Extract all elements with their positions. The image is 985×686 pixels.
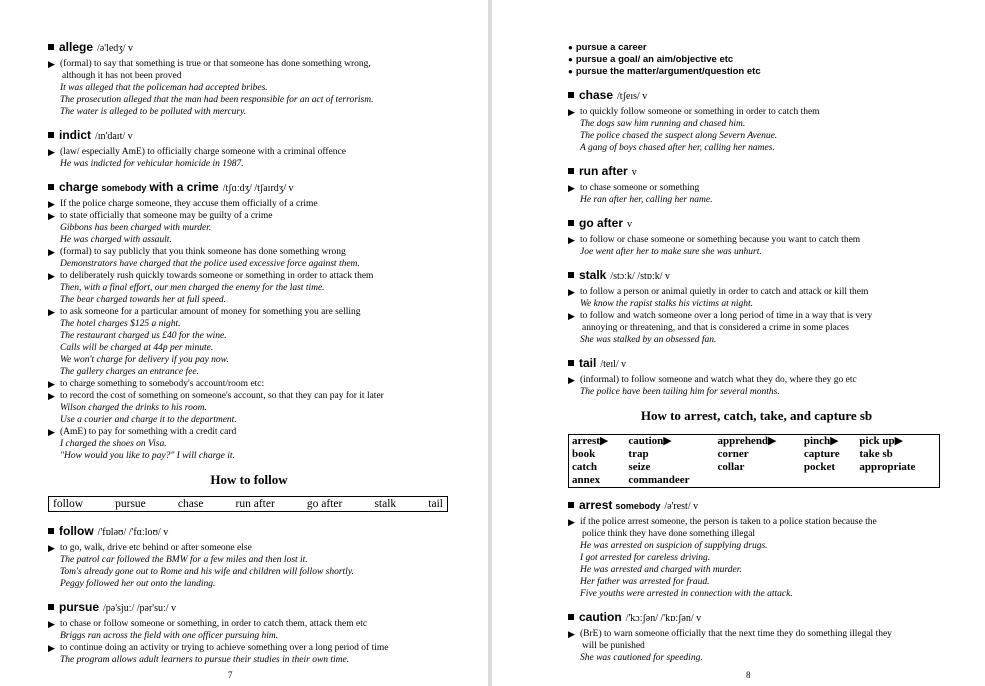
headword: chase <box>579 88 614 102</box>
definition-line: (law/ especially AmE) to officially charge someone with a criminal offence <box>60 147 346 157</box>
headword-line <box>48 600 450 616</box>
definition <box>568 310 945 334</box>
arrow-right-icon: ▶ <box>48 271 55 281</box>
example-sentence: Wilson charged the drinks to his room. <box>60 403 207 413</box>
table-cell: capture <box>803 448 840 460</box>
entry-follow <box>48 524 450 590</box>
definition <box>568 234 945 246</box>
pronunciation: v <box>627 219 633 230</box>
table-cell: catch <box>572 461 598 473</box>
table-cell <box>715 474 801 488</box>
table-row <box>569 474 940 488</box>
entry-list <box>48 524 450 666</box>
definition <box>48 618 450 630</box>
example-sentence: Five youths were arrested in connection with the attack. <box>580 589 793 599</box>
arrow-right-icon: ▶ <box>48 147 55 157</box>
bullet-square-icon <box>48 132 54 138</box>
bullet-dot-icon: ● <box>568 43 573 52</box>
definition <box>48 210 450 222</box>
bullet-dot-icon: ● <box>568 67 573 76</box>
pronunciation: v <box>631 167 637 178</box>
entry-charge <box>48 180 450 462</box>
arrow-right-icon: ▶ <box>48 619 55 629</box>
definition-line: to chase or follow someone or something, in order to catch them, attack them etc <box>60 619 368 629</box>
collocation-item <box>568 54 945 66</box>
entry-list <box>568 498 945 664</box>
headword: caution <box>579 610 622 624</box>
table-cell: corner <box>717 448 749 460</box>
example-sentence: Use a courier and charge it to the department. <box>60 415 237 425</box>
arrow-right-icon: ▶ <box>48 307 55 317</box>
example-sentence: Briggs ran across the field with one officer pursuing him. <box>60 631 279 641</box>
pronunciation: /tʃeɪs/ v <box>617 91 648 102</box>
headword-line <box>48 180 450 196</box>
definition-line: annoying or threatening, and that is considered a crime in some places <box>582 323 849 333</box>
example-sentence: Her father was arrested for fraud. <box>580 577 710 587</box>
pronunciation: /teɪl/ v <box>600 359 627 370</box>
collocation-text: pursue the matter/argument/question etc <box>575 66 761 77</box>
follow-word: follow <box>53 498 84 510</box>
example-sentence: The gallery charges an entrance fee. <box>60 367 199 377</box>
definition-line: to record the cost of something on someone's account, so that they can pay for it later <box>60 391 384 401</box>
example-sentence: He was arrested and charged with murder. <box>580 565 742 575</box>
definition-line: to charge something to somebody's account/room etc: <box>60 379 265 389</box>
example-sentence: The bear charged towards her at full speed. <box>60 295 227 305</box>
headword-line <box>48 128 450 144</box>
page-number: 7 <box>228 670 233 680</box>
arrow-right-icon: ▶ <box>568 629 575 639</box>
follow-word: pursue <box>115 498 146 510</box>
page-number: 8 <box>746 670 751 680</box>
table-row <box>569 435 940 449</box>
bullet-square-icon <box>48 528 54 534</box>
headword-line <box>48 524 450 540</box>
table-row <box>569 461 940 474</box>
pronunciation: /ə'ledʒ/ v <box>97 43 133 54</box>
bullet-dot-icon: ● <box>568 55 573 64</box>
table-cell: commandeer <box>628 474 690 486</box>
definition <box>568 182 945 194</box>
table-cell: pinch▶ <box>803 435 839 447</box>
headword: run after <box>579 164 628 178</box>
headword: pursue <box>59 600 100 614</box>
table-row <box>569 448 940 461</box>
arrow-right-icon: ▶ <box>48 59 55 69</box>
follow-words-box <box>48 496 448 512</box>
example-sentence: A gang of boys chased after her, calling her names. <box>580 143 775 153</box>
definition-line: (informal) to follow someone and watch what they do, where they go etc <box>580 375 857 385</box>
definition-line: (BrE) to warn someone officially that the next time they do something illegal they <box>580 629 892 639</box>
definition-line: to continue doing an activity or trying to achieve something over a long period of time <box>60 643 389 653</box>
right-page <box>492 0 985 686</box>
arrow-right-icon: ▶ <box>48 391 55 401</box>
example-sentence: Joe went after her to make sure she was unhurt. <box>580 247 762 257</box>
pronunciation: /stɔːk/ /stɒːk/ v <box>610 271 671 282</box>
headword-line <box>568 88 945 104</box>
headword: charge <box>59 180 99 194</box>
table-cell: caution▶ <box>628 435 672 447</box>
definition-line: to follow or chase someone or something because you want to catch them <box>580 235 861 245</box>
example-sentence: Peggy followed her out onto the landing. <box>60 579 216 589</box>
definition-line: to follow and watch someone over a long period of time in a way that is very <box>580 311 873 321</box>
example-sentence: He ran after her, calling her name. <box>580 195 713 205</box>
headword-line <box>568 610 945 626</box>
entry-stalk <box>568 268 945 346</box>
definition <box>48 198 450 210</box>
section-title-arrest: How to arrest, catch, take, and capture sb <box>640 408 873 423</box>
table-cell: annex <box>572 474 601 486</box>
example-sentence: He was charged with assault. <box>60 235 172 245</box>
headword-line <box>568 498 945 514</box>
headword-line <box>568 268 945 284</box>
bullet-square-icon <box>568 220 574 226</box>
headword: indict <box>59 128 91 142</box>
example-sentence: I charged the shoes on Visa. <box>60 439 167 449</box>
pronunciation: /'fɒləʊ/ /'fɑːloʊ/ v <box>97 527 169 538</box>
definition <box>48 306 450 318</box>
follow-word: chase <box>177 498 204 510</box>
bullet-square-icon <box>568 272 574 278</box>
bullet-square-icon <box>568 614 574 620</box>
pronunciation: /ə'rest/ v <box>664 501 699 512</box>
arrow-right-icon: ▶ <box>568 517 575 527</box>
example-sentence: The police chased the suspect along Severn Avenue. <box>580 131 778 141</box>
entry-pursue <box>48 600 450 666</box>
headword-line <box>48 40 450 56</box>
arrest-words-table <box>568 434 940 488</box>
definition <box>48 58 450 82</box>
example-sentence: The police have been tailing him for several months. <box>580 387 780 397</box>
definition <box>568 516 945 540</box>
definition-line: If the police charge someone, they accuse them officially of a crime <box>60 199 318 209</box>
entry-tail <box>568 356 945 398</box>
arrow-right-icon: ▶ <box>48 543 55 553</box>
table-cell: arrest▶ <box>572 435 609 447</box>
arrow-right-icon: ▶ <box>568 183 575 193</box>
definition-line: to follow a person or animal quietly in order to catch and attack or kill them <box>580 287 869 297</box>
follow-word: go after <box>306 498 343 510</box>
example-sentence: Then, with a final effort, our men charged the enemy for the last time. <box>60 283 325 293</box>
bullet-square-icon <box>568 168 574 174</box>
entry-arrest <box>568 498 945 600</box>
collocation-item <box>568 66 945 78</box>
collocation-text: pursue a goal/ an aim/objective etc <box>575 54 734 65</box>
arrow-right-icon: ▶ <box>48 199 55 209</box>
entry-allege <box>48 40 450 118</box>
example-sentence: I got arrested for careless driving. <box>580 553 711 563</box>
bullet-square-icon <box>48 44 54 50</box>
bullet-square-icon <box>568 92 574 98</box>
arrow-right-icon: ▶ <box>568 375 575 385</box>
example-sentence: Calls will be charged at 44p per minute. <box>60 343 214 353</box>
headword: go after <box>579 216 624 230</box>
example-sentence: We won't charge for delivery if you pay now. <box>60 355 229 365</box>
entry-indict <box>48 128 450 170</box>
arrow-right-icon: ▶ <box>568 311 575 321</box>
bullet-square-icon <box>568 360 574 366</box>
table-cell: take sb <box>859 448 893 460</box>
collocation-list <box>568 42 945 78</box>
entry-list <box>48 40 450 462</box>
definition <box>48 146 450 158</box>
arrow-right-icon: ▶ <box>568 235 575 245</box>
entry-chase <box>568 88 945 154</box>
definition-line: to ask someone for a particular amount of money for something you are selling <box>60 307 361 317</box>
collocation-item <box>568 42 945 54</box>
definition-line: (formal) to say that something is true or that someone has done something wrong, <box>60 59 371 69</box>
example-sentence: We know the rapist stalks his victims at night. <box>580 299 754 309</box>
definition-line: to state officially that someone may be guilty of a crime <box>60 211 273 221</box>
follow-word: stalk <box>374 498 397 510</box>
table-cell: collar <box>717 461 745 473</box>
follow-word: run after <box>235 498 275 510</box>
definition-line: police think they have done something illegal <box>582 529 756 539</box>
table-cell: book <box>572 448 596 460</box>
headword-object: somebody <box>101 183 147 193</box>
table-cell: seize <box>628 461 651 473</box>
headword: follow <box>59 524 94 538</box>
definition-line: (AmE) to pay for something with a credit card <box>60 427 237 437</box>
definition <box>48 246 450 258</box>
entry-list <box>568 88 945 398</box>
pronunciation: /'kɔːʃən/ /'kɒːʃən/ v <box>625 613 702 624</box>
pronunciation: /ɪn'daɪt/ v <box>95 131 133 142</box>
definition-line: to deliberately rush quickly towards someone or something in order to attack them <box>60 271 374 281</box>
example-sentence: Tom's already gone out to Rome and his wife and children will follow shortly. <box>60 567 354 577</box>
headword: allege <box>59 40 94 54</box>
example-sentence: It was alleged that the policeman had accepted bribes. <box>60 83 268 93</box>
definition-line: (formal) to say publicly that you think someone has done something wrong <box>60 247 346 257</box>
headword-object: somebody <box>615 501 661 511</box>
example-sentence: The prosecution alleged that the man had been responsible for an act of terrorism. <box>60 95 374 105</box>
headword-rest: with a crime <box>149 180 219 194</box>
arrow-right-icon: ▶ <box>48 427 55 437</box>
table-cell <box>856 474 939 488</box>
definition <box>48 390 450 402</box>
arrow-right-icon: ▶ <box>48 379 55 389</box>
arrow-right-icon: ▶ <box>48 643 55 653</box>
pronunciation: /tʃɑːdʒ/ /tʃaɪrdʒ/ v <box>222 183 294 194</box>
table-cell <box>801 474 857 488</box>
arrow-right-icon: ▶ <box>48 247 55 257</box>
entry-go-after <box>568 216 945 258</box>
definition <box>48 378 450 390</box>
example-sentence: The restaurant charged us £40 for the wine. <box>60 331 227 341</box>
example-sentence: The dogs saw him running and chased him. <box>580 119 746 129</box>
headword: arrest <box>579 498 613 512</box>
definition <box>48 542 450 554</box>
definition-line: will be punished <box>582 641 645 651</box>
example-sentence: Gibbons has been charged with murder. <box>60 223 212 233</box>
headword: stalk <box>579 268 607 282</box>
definition <box>48 642 450 654</box>
headword-line <box>568 356 945 372</box>
definition-line: if the police arrest someone, the person is taken to a police station because the <box>580 517 877 527</box>
pronunciation: /pə'sjuː/ /pər'suː/ v <box>103 603 177 614</box>
definition-line: to chase someone or something <box>580 183 700 193</box>
follow-word: tail <box>428 498 443 510</box>
example-sentence: The hotel charges $125 a night. <box>60 319 181 329</box>
definition-line: although it has not been proved <box>62 71 182 81</box>
example-sentence: He was indicted for vehicular homicide in 1987. <box>60 159 244 169</box>
collocation-text: pursue a career <box>575 42 647 53</box>
table-cell: apprehend▶ <box>717 435 777 447</box>
example-sentence: She was stalked by an obsessed fan. <box>580 335 717 345</box>
example-sentence: He was arrested on suspicion of supplying drugs. <box>580 541 768 551</box>
table-cell: pocket <box>803 461 835 473</box>
headword-line <box>568 164 945 180</box>
table-cell: trap <box>628 448 649 460</box>
definition <box>568 106 945 118</box>
example-sentence: She was cautioned for speeding. <box>580 653 703 663</box>
definition <box>48 270 450 282</box>
headword-line <box>568 216 945 232</box>
definition-line: to quickly follow someone or something in order to catch them <box>580 107 820 117</box>
definition <box>568 628 945 652</box>
bullet-square-icon <box>48 184 54 190</box>
entry-caution <box>568 610 945 664</box>
arrow-right-icon: ▶ <box>48 211 55 221</box>
definition <box>48 426 450 438</box>
table-cell: pick up▶ <box>859 435 904 447</box>
example-sentence: The water is alleged to be polluted with mercury. <box>60 107 247 117</box>
example-sentence: Demonstrators have charged that the police used excessive force against them. <box>60 259 360 269</box>
arrow-right-icon: ▶ <box>568 107 575 117</box>
definition <box>568 374 945 386</box>
definition <box>568 286 945 298</box>
example-sentence: "How would you like to pay?" I will charge it. <box>60 451 235 461</box>
example-sentence: The program allows adult learners to pursue their studies in their own time. <box>60 655 350 665</box>
table-cell: appropriate <box>859 461 916 473</box>
example-sentence: The patrol car followed the BMW for a few miles and then lost it. <box>60 555 308 565</box>
left-page <box>0 0 488 686</box>
headword: tail <box>579 356 597 370</box>
entry-run-after <box>568 164 945 206</box>
arrow-right-icon: ▶ <box>568 287 575 297</box>
section-title-follow: How to follow <box>210 472 288 487</box>
bullet-square-icon <box>48 604 54 610</box>
definition-line: to go, walk, drive etc behind or after someone else <box>60 543 252 553</box>
bullet-square-icon <box>568 502 574 508</box>
